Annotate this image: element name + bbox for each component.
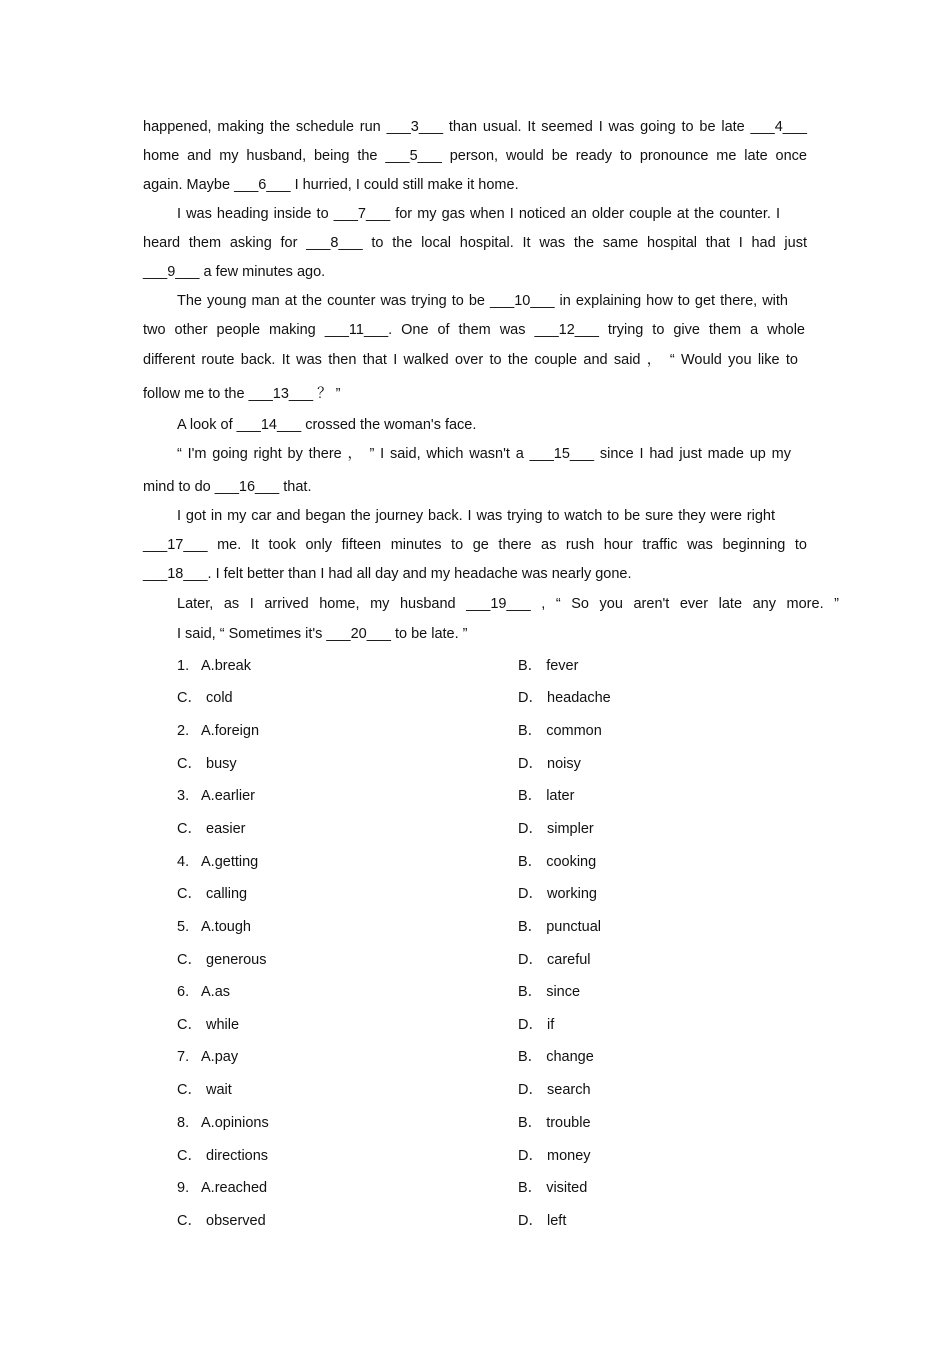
option-a: A.reached	[201, 1180, 268, 1196]
option-c: C． wait	[177, 1082, 232, 1098]
option-c: C． observed	[177, 1213, 266, 1229]
passage-line: two other people making ___11___. One of them was ___12___ trying to give them a whole	[143, 322, 805, 338]
passage-line: ___18___. I felt better than I had all day and my headache was nearly gone.	[143, 566, 632, 582]
passage-line: heard them asking for ___8___ to the local hospital. It was the same hospital that I had just	[143, 235, 807, 251]
passage-line: “ I'm going right by there ， ” I said, which wasn't a ___15___ since I had just made up my	[177, 446, 791, 462]
question-number: 5.	[177, 919, 190, 935]
option-a: A.earlier	[201, 788, 255, 804]
option-c: C． cold	[177, 690, 233, 706]
option-d: D． working	[518, 886, 597, 902]
passage-line: Later, as I arrived home, my husband ___19___ , “ So you aren't ever late any more. ”	[177, 596, 839, 612]
passage-line: home and my husband, being the ___5___ person, would be ready to pronounce me late once	[143, 148, 807, 164]
option-c: C． busy	[177, 756, 237, 772]
question-number: 1.	[177, 658, 190, 674]
option-b: B． common	[518, 723, 602, 739]
option-b: B． later	[518, 788, 575, 804]
option-d: D． careful	[518, 952, 591, 968]
option-a: A.opinions	[201, 1115, 269, 1131]
option-a: A.getting	[201, 854, 259, 870]
option-a: A.break	[201, 658, 251, 674]
passage-line: ___9___ a few minutes ago.	[143, 264, 326, 280]
option-c: C． directions	[177, 1148, 269, 1164]
option-c: C． generous	[177, 952, 267, 968]
question-number: 6.	[177, 984, 190, 1000]
option-c: C． easier	[177, 821, 246, 837]
passage-line: The young man at the counter was trying to be ___10___ in explaining how to get there, with	[177, 293, 788, 309]
option-d: D． search	[518, 1082, 591, 1098]
passage-line: A look of ___14___ crossed the woman's face.	[177, 417, 477, 433]
option-b: B． punctual	[518, 919, 602, 935]
passage-line: ___17___ me. It took only fifteen minutes to ge there as rush hour traffic was beginning to	[143, 537, 807, 553]
question-number: 2.	[177, 723, 190, 739]
passage-line: different route back. It was then that I walked over to the couple and said ， “ Would you like to	[143, 352, 798, 368]
question-number: 8.	[177, 1115, 190, 1131]
passage-line: I said, “ Sometimes it's ___20___ to be late. ”	[177, 626, 468, 642]
option-b: B． visited	[518, 1180, 588, 1196]
passage-line: mind to do ___16___ that.	[143, 479, 312, 495]
option-d: D． simpler	[518, 821, 594, 837]
option-b: B． fever	[518, 658, 579, 674]
option-d: D． noisy	[518, 756, 581, 772]
option-b: B． change	[518, 1049, 594, 1065]
option-d: D． left	[518, 1213, 567, 1229]
option-b: B． trouble	[518, 1115, 591, 1131]
option-c: C． while	[177, 1017, 240, 1033]
option-d: D． if	[518, 1017, 555, 1033]
option-a: A.tough	[201, 919, 251, 935]
option-a: A.as	[201, 984, 231, 1000]
question-number: 9.	[177, 1180, 190, 1196]
option-d: D． headache	[518, 690, 611, 706]
option-a: A.pay	[201, 1049, 239, 1065]
passage-line: I was heading inside to ___7___ for my gas when I noticed an older couple at the counter. I	[177, 206, 780, 222]
passage-line: happened, making the schedule run ___3___ than usual. It seemed I was going to be late ___4___	[143, 119, 807, 135]
passage-line: I got in my car and began the journey back. I was trying to watch to be sure they were right	[177, 508, 775, 524]
option-d: D． money	[518, 1148, 591, 1164]
option-b: B． cooking	[518, 854, 597, 870]
option-c: C． calling	[177, 886, 248, 902]
question-number: 4.	[177, 854, 190, 870]
question-number: 3.	[177, 788, 190, 804]
question-number: 7.	[177, 1049, 190, 1065]
passage-line: again. Maybe ___6___ I hurried, I could still make it home.	[143, 177, 519, 193]
option-b: B． since	[518, 984, 581, 1000]
passage-line: follow me to the ___13___ ？ ”	[143, 386, 341, 402]
option-a: A.foreign	[201, 723, 260, 739]
